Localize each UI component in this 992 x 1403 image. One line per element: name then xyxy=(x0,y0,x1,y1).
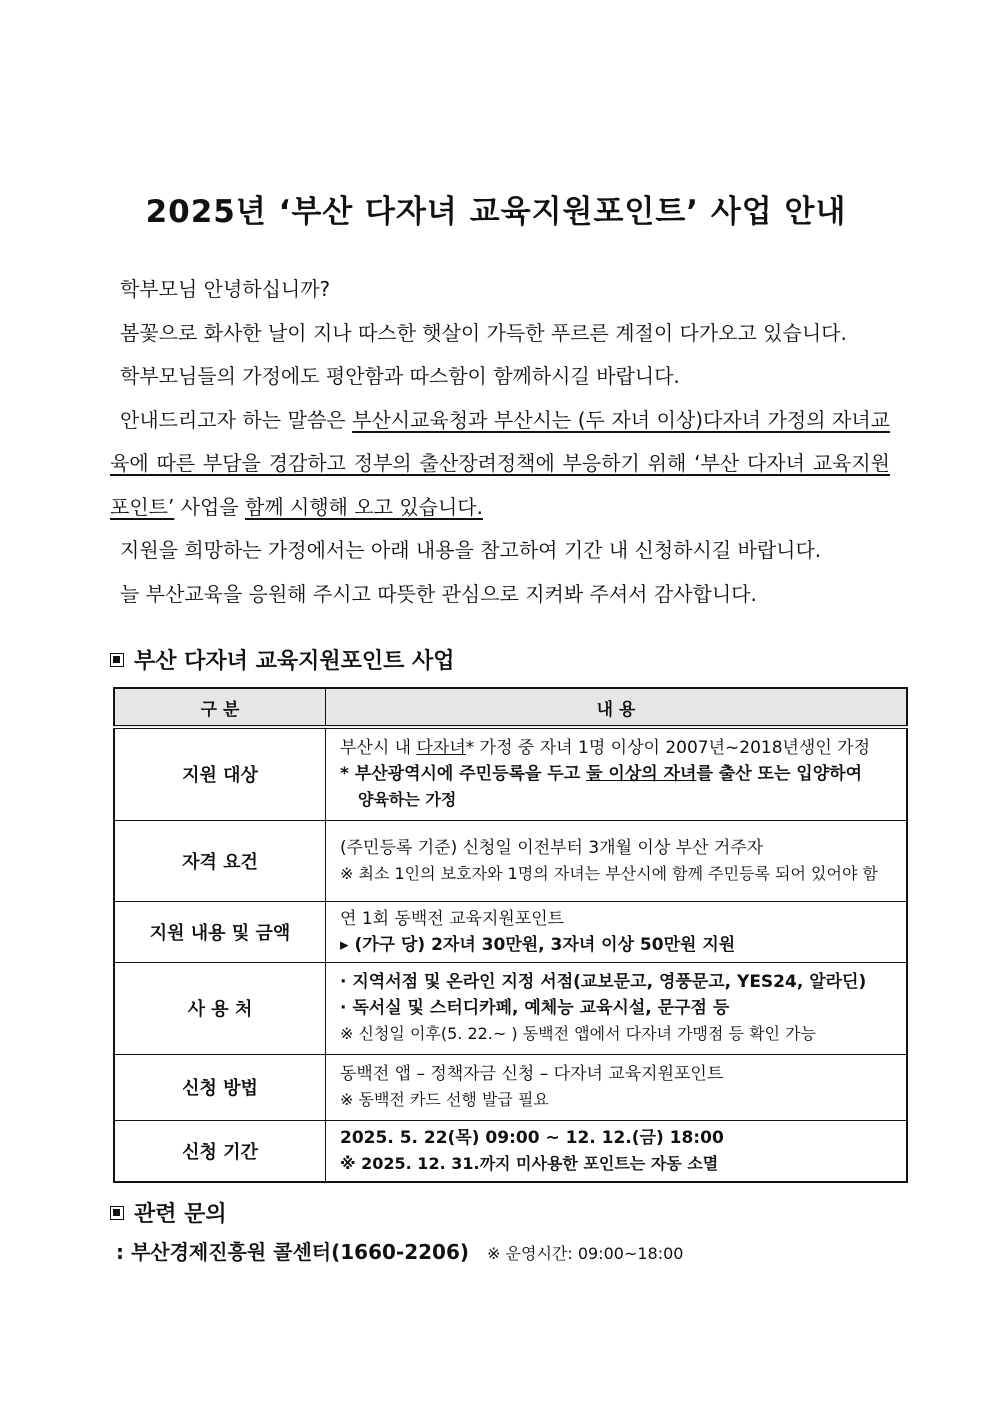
intro-underlined: 함께 시행해 오고 있습니다. xyxy=(245,494,483,519)
intro-text: 사업을 xyxy=(174,494,246,519)
intro-letter xyxy=(110,268,890,616)
table-row xyxy=(114,1054,907,1120)
header-content: 내 용 xyxy=(326,688,908,727)
text: 둘 이상의 자녀 xyxy=(586,764,697,785)
row-label: 자격 요건 xyxy=(114,820,326,901)
row-content xyxy=(326,1054,908,1120)
row-content xyxy=(326,820,908,901)
section-title: 관련 문의 xyxy=(134,1202,227,1227)
text: · 독서실 및 스터디카페, 예체능 교육시설, 문구점 등 xyxy=(340,998,730,1018)
text: ▸ (가구 당) 2자녀 30만원, 3자녀 이상 50만원 지원 xyxy=(340,934,736,955)
table-row xyxy=(114,820,907,901)
row-label: 지원 대상 xyxy=(114,727,326,820)
page-title: 2025년 ‘부산 다자녀 교육지원포인트’ 사업 안내 xyxy=(145,194,847,230)
row-content xyxy=(326,962,908,1054)
table-row xyxy=(114,1120,907,1182)
intro-underlined: 부산시교육청과 부산시는 (두 자녀 이상)다자녀 가정의 자녀교육에 따른 부담을 경감하고 정부의 출산장려정책에 부응하기 위해 ‘부산 다자녀 교육지원포인트’ xyxy=(110,407,891,519)
text: (주민등록 기준) 신청일 이전부터 3개월 이상 부산 거주자 xyxy=(340,837,764,858)
section-heading xyxy=(110,644,455,675)
table-header-row xyxy=(114,688,907,727)
program-table xyxy=(113,687,908,1183)
row-label: 지원 내용 및 금액 xyxy=(114,901,326,962)
header-category: 구 분 xyxy=(114,688,326,727)
table-row xyxy=(114,901,907,962)
intro-line: 봄꽃으로 화사한 날이 지나 따스한 햇살이 가득한 푸르른 계절이 다가오고 있습니다. xyxy=(120,320,847,345)
text: 를 출산 또는 입양하여 xyxy=(696,764,862,785)
square-bullet-icon xyxy=(110,1206,124,1220)
square-bullet-icon xyxy=(110,653,124,667)
text: · 지역서점 및 온라인 지정 서점(교보문고, 영풍문고, YES24, 알라딘) xyxy=(340,972,867,992)
table-row xyxy=(114,727,907,820)
contact-info xyxy=(116,1236,683,1265)
text: 다자녀 xyxy=(416,738,466,759)
intro-text: 안내드리고자 하는 말씀은 xyxy=(120,407,353,432)
text: 동백전 앱 – 정책자금 신청 – 다자녀 교육지원포인트 xyxy=(340,1064,724,1084)
text: ※ 신청일 이후(5. 22.~ ) 동백전 앱에서 다자녀 가맹점 등 확인 가능 xyxy=(340,1024,816,1043)
row-content xyxy=(326,901,908,962)
row-label: 신청 기간 xyxy=(114,1120,326,1182)
intro-line: 지원을 희망하는 가정에서는 아래 내용을 참고하여 기간 내 신청하시길 바랍니다. xyxy=(120,538,822,562)
operating-hours: ※ 운영시간: 09:00~18:00 xyxy=(487,1244,684,1263)
text: 2025. 5. 22(목) 09:00 ~ 12. 12.(금) 18:00 xyxy=(340,1127,724,1148)
text: * 부산광역시에 주민등록을 두고 xyxy=(340,764,587,785)
row-label: 사 용 처 xyxy=(114,962,326,1054)
text: 부산시 내 xyxy=(340,738,417,759)
section-heading xyxy=(110,1197,227,1228)
section-title: 부산 다자녀 교육지원포인트 사업 xyxy=(134,649,455,674)
intro-line: 학부모님 안녕하십니까? xyxy=(120,277,331,301)
row-label: 신청 방법 xyxy=(114,1054,326,1120)
text: * 가정 중 자녀 1명 이상이 2007년~2018년생인 가정 xyxy=(465,738,871,759)
text: ※ 최소 1인의 보호자와 1명의 자녀는 부산시에 함께 주민등록 되어 있어야 함 xyxy=(340,863,878,883)
text: ※ 2025. 12. 31.까지 미사용한 포인트는 자동 소멸 xyxy=(340,1153,719,1173)
intro-paragraph xyxy=(110,399,890,530)
text: 연 1회 동백전 교육지원포인트 xyxy=(340,908,565,929)
table-row xyxy=(114,962,907,1054)
text: 양육하는 가정 xyxy=(358,790,457,810)
intro-line: 학부모님들의 가정에도 평안함과 따스함이 함께하시길 바랍니다. xyxy=(120,364,680,388)
row-content xyxy=(326,727,908,820)
intro-line: 늘 부산교육을 응원해 주시고 따뜻한 관심으로 지켜봐 주셔서 감사합니다. xyxy=(120,581,757,606)
call-center: : 부산경제진흥원 콜센터(1660-2206) xyxy=(116,1240,470,1264)
text: ※ 동백전 카드 선행 발급 필요 xyxy=(340,1090,549,1109)
row-content xyxy=(326,1120,908,1182)
